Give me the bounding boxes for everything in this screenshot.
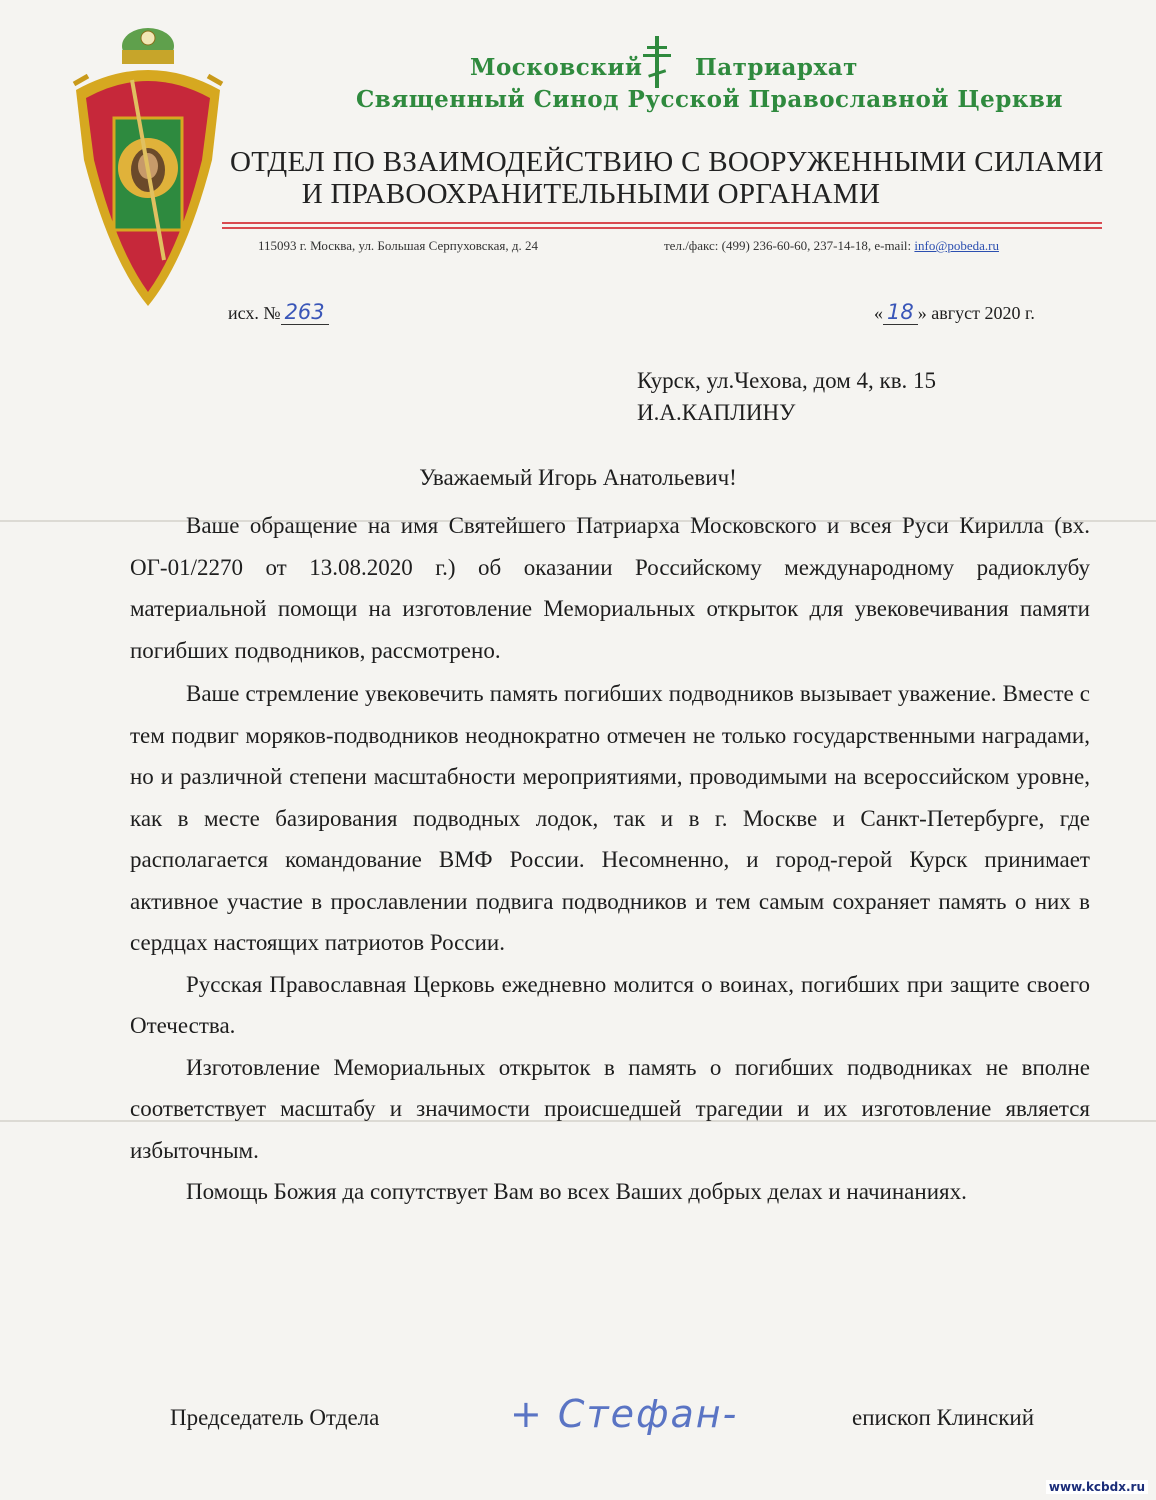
paragraph: Изготовление Мемориальных открыток в память о погибших подводниках не вполне соответствует масштабу и значимости происшедшей трагедии и их изготовление является избыточным.	[130, 1054, 1090, 1163]
letterhead-divider	[222, 227, 1102, 229]
contacts-text: тел./факс: (499) 236-60-60, 237-14-18, e-mail:	[664, 238, 915, 253]
paragraph: Ваше стремление увековечить память погибших подводников вызывает уважение. Вместе с тем подвиг моряков-подводников неоднократно отмечен не только государственными наградами, но и различной степени масштабности мероприятиями, проводимыми на всероссийском уровне, как в месте базирования подводных лодок, так и в г. Москве и Санкт-Петербурге, где располагается командование ВМФ России. Несомненно, и город-герой Курск принимает активное участие в прославлении подвига подводников и тем самым сохраняет память о них в сердцах настоящих патриотов России.	[130, 681, 1090, 955]
greeting: Уважаемый Игорь Анатольевич!	[419, 465, 737, 490]
paragraph: Русская Православная Церковь ежедневно молится о воинах, погибших при защите своего Отечества.	[130, 971, 1090, 1038]
header-moscow: Московский	[470, 54, 643, 81]
signatory-title: епископ Клинский	[852, 1405, 1035, 1430]
outgoing-label: исх. №	[228, 303, 281, 323]
handwritten-signature: + Стефан-	[510, 1392, 739, 1436]
paragraph: Ваше обращение на имя Святейшего Патриарха Московского и всея Руси Кирилла (вх. ОГ-01/2270 от 13.08.2020 г.) об оказании Российскому международному радиоклубу материальной помощи на изготовление Мемориальных открыток для увековечивания памяти погибших подводников, рассмотрено.	[130, 513, 1090, 663]
letter-date	[874, 300, 1035, 325]
email-link[interactable]: info@pobeda.ru	[914, 238, 999, 253]
header-patriarchate: Патриархат	[695, 54, 858, 81]
letterhead-contacts	[664, 238, 999, 254]
recipient-address: Курск, ул.Чехова, дом 4, кв. 15	[637, 368, 937, 393]
department-title-line2: И ПРАВООХРАНИТЕЛЬНЫМИ ОРГАНАМИ	[301, 178, 881, 210]
date-rest: » август 2020 г.	[917, 303, 1035, 323]
outgoing-number	[228, 300, 329, 325]
outgoing-number-value: 263	[281, 300, 329, 325]
header-synod: Священный Синод Русской Православной Церкви	[356, 86, 1063, 113]
site-watermark: www.kcbdx.ru	[1046, 1480, 1148, 1494]
date-open: «	[874, 303, 883, 323]
letter-body	[130, 505, 1090, 1213]
church-crest-emblem	[66, 20, 230, 310]
department-title-line1: ОТДЕЛ ПО ВЗАИМОДЕЙСТВИЮ С ВООРУЖЕННЫМИ СИЛАМИ	[230, 146, 1104, 178]
signatory-position: Председатель Отдела	[170, 1405, 380, 1430]
paragraph: Помощь Божия да сопутствует Вам во всех Ваших добрых делах и начинаниях.	[186, 1179, 967, 1204]
orthodox-cross-icon	[643, 36, 671, 88]
letterhead-divider	[222, 222, 1102, 224]
letterhead-address: 115093 г. Москва, ул. Большая Серпуховская, д. 24	[258, 238, 539, 253]
recipient-name: И.А.КАПЛИНУ	[637, 400, 796, 425]
date-day: 18	[883, 300, 918, 325]
